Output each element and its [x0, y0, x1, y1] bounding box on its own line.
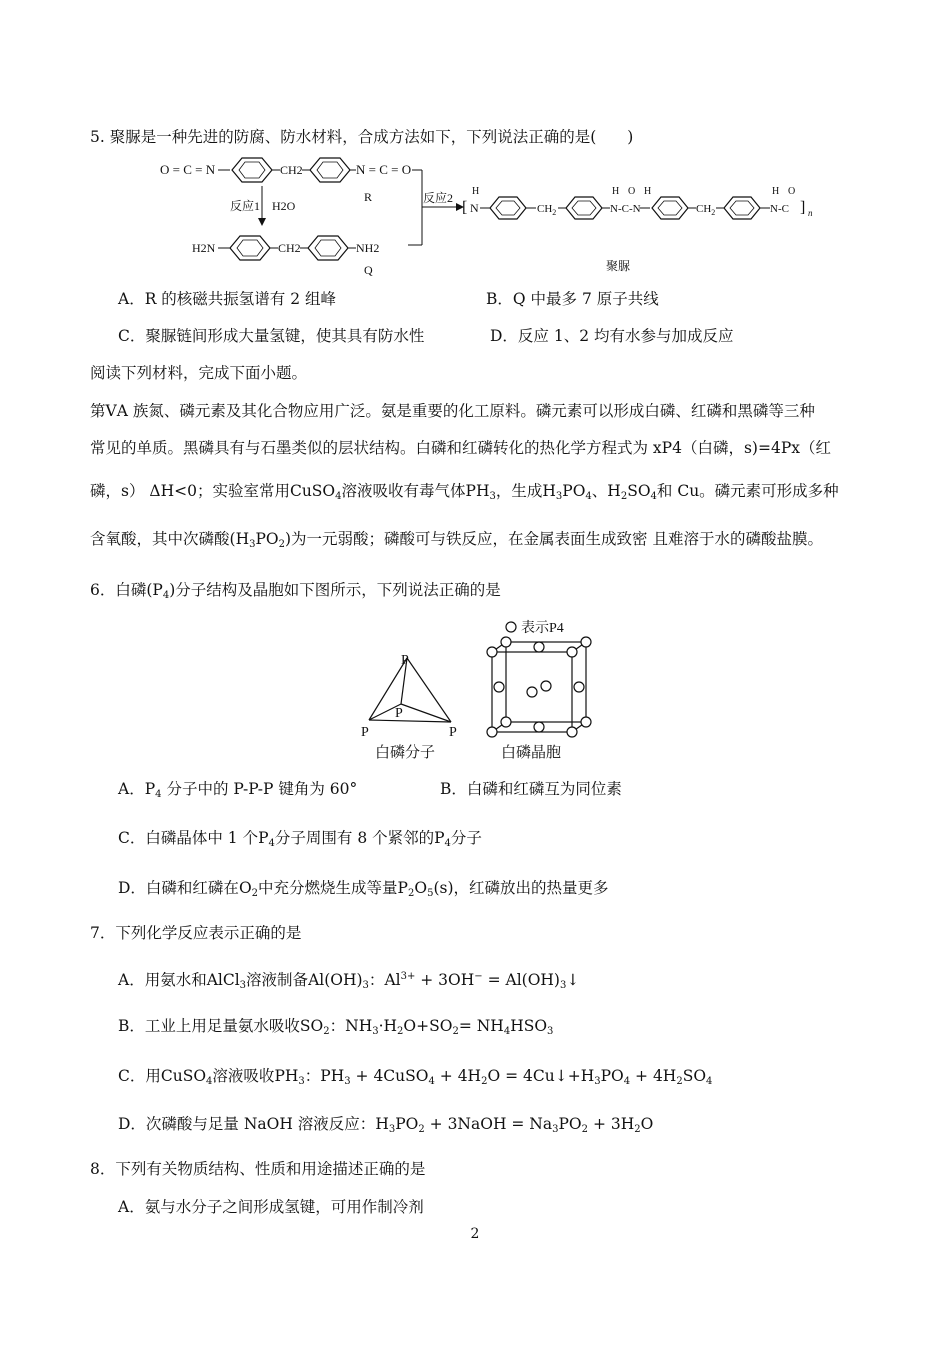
polyurea-reaction-scheme	[150, 150, 850, 278]
white-phosphorus-figure	[355, 612, 595, 764]
q-label: Q	[364, 263, 373, 277]
svg-text:N: N	[470, 201, 479, 215]
reading-line-4: 含氧酸，其中次磷酸$(H_3PO_2)$为一元弱酸；磷酸可与铁反应，在金属表面生成致密 且难溶于水的磷酸盐膜。	[90, 530, 823, 550]
page-number: 2	[470, 1226, 480, 1242]
r-ch2: CH2	[280, 163, 303, 177]
q6-option-c: C．白磷晶体中 1 个$P_4$分子周围有 8 个紧邻的$P_4$分子	[118, 829, 482, 849]
q5-stem: 5. 聚脲是一种先进的防腐、防水材料，合成方法如下，下列说法正确的是( )	[90, 128, 634, 146]
q6-option-b: B．白磷和红磷互为同位素	[440, 780, 622, 798]
r-left-ocn: O = C = N	[160, 162, 216, 177]
svg-text:CH2: $CH_2$	[696, 203, 716, 217]
q5-option-b: B．Q 中最多 7 原子共线	[486, 290, 659, 308]
h2o-label: H2O	[272, 199, 296, 213]
q7-option-c: C．用CuSO$_4$溶液吸收$PH_3$：$PH_3$ + 4CuSO$_4$ + $4H_2O$ = $4Cu↓+H_3PO_4 + 4H_2SO_4$	[118, 1067, 713, 1087]
polyurea-label: 聚脲	[606, 259, 631, 273]
q5-option-c: C．聚脲链间形成大量氢键，使其具有防水性	[118, 327, 425, 345]
svg-text:H: H	[612, 186, 620, 197]
svg-text:O: O	[628, 186, 636, 197]
svg-text:H: H	[772, 186, 780, 197]
q8-stem: 8．下列有关物质结构、性质和用途描述正确的是	[90, 1160, 426, 1178]
reading-line-3: 磷，s） ΔH<0；实验室常用CuSO$_4$溶液吸收有毒气体$PH_3$，生成$H_3PO_4$、$H_2SO_4$和 Cu。磷元素可形成多种	[90, 482, 839, 502]
svg-text:H: H	[644, 186, 652, 197]
r-right-nco: N = C = O	[356, 162, 412, 177]
svg-text:]: ]	[800, 199, 806, 216]
molecule-label: 白磷分子	[375, 745, 436, 761]
q-h2n: H2N	[192, 241, 216, 255]
cell-legend: 表示P4	[521, 621, 564, 636]
p-atom-top: P	[401, 653, 409, 668]
reading-intro: 阅读下列材料，完成下面小题。	[90, 364, 308, 382]
q5-option-a: A．R 的核磁共振氢谱有 2 组峰	[118, 290, 337, 308]
cell-label: 白磷晶胞	[501, 745, 562, 761]
svg-text:CH2: $CH_2$	[537, 203, 557, 217]
q7-stem: 7．下列化学反应表示正确的是	[90, 924, 302, 942]
svg-text:n: n	[808, 208, 813, 218]
q-nh2: NH2	[356, 241, 380, 255]
reaction2-label: 反应2	[423, 191, 454, 205]
q7-option-b: B．工业上用足量氨水吸收$SO_2$：$NH_3\cdot H_2O+SO_2= NH_4HSO_3$	[118, 1017, 554, 1037]
q7-option-a: A．用氨水和AlCl$_3$溶液制备$Al(OH)_3$：$Al^{3+} + 3OH^-$ = $Al(OH)_3↓$	[118, 971, 580, 992]
q7-option-d: D．次磷酸与足量 NaOH 溶液反应：$H_3PO_2$ + 3NaOH = $Na_3PO_2 + 3H_2O$	[118, 1115, 654, 1135]
q6-option-d: D．白磷和红磷在$O_2$中充分燃烧生成等量$P_2O_5(s)$，红磷放出的热量更多	[118, 879, 609, 899]
svg-text:[: [	[462, 199, 468, 216]
reaction1-label: 反应1	[230, 199, 261, 213]
q5-option-d: D．反应 1、2 均有水参与加成反应	[490, 327, 734, 345]
q6-option-a: A．$P_4$ 分子中的 P-P-P 键角为 60°	[118, 780, 358, 800]
svg-text:N-C: N-C	[770, 203, 789, 215]
p-atom-right: P	[449, 725, 457, 740]
q-ch2: CH2	[278, 241, 301, 255]
q6-stem: 6．白磷$(P_4)$分子结构及晶胞如下图所示，下列说法正确的是	[90, 581, 501, 601]
reading-line-2: 常见的单质。黑磷具有与石墨类似的层状结构。白磷和红磷转化的热化学方程式为 xP4（白磷，s)=4Px（红	[90, 439, 831, 457]
r-label: R	[364, 190, 373, 204]
p-atom-left: P	[361, 725, 369, 740]
q8-option-a: A．氨与水分子之间形成氢键，可用作制冷剂	[118, 1198, 424, 1216]
svg-text:H: H	[472, 186, 480, 197]
svg-text:N-C-N: N-C-N	[610, 203, 641, 215]
reading-line-1: 第ⅤA 族氮、磷元素及其化合物应用广泛。氨是重要的化工原料。磷元素可以形成白磷、红磷和黑磷等三种	[90, 402, 815, 420]
svg-text:O: O	[788, 186, 796, 197]
p-atom-middle: P	[395, 706, 403, 721]
